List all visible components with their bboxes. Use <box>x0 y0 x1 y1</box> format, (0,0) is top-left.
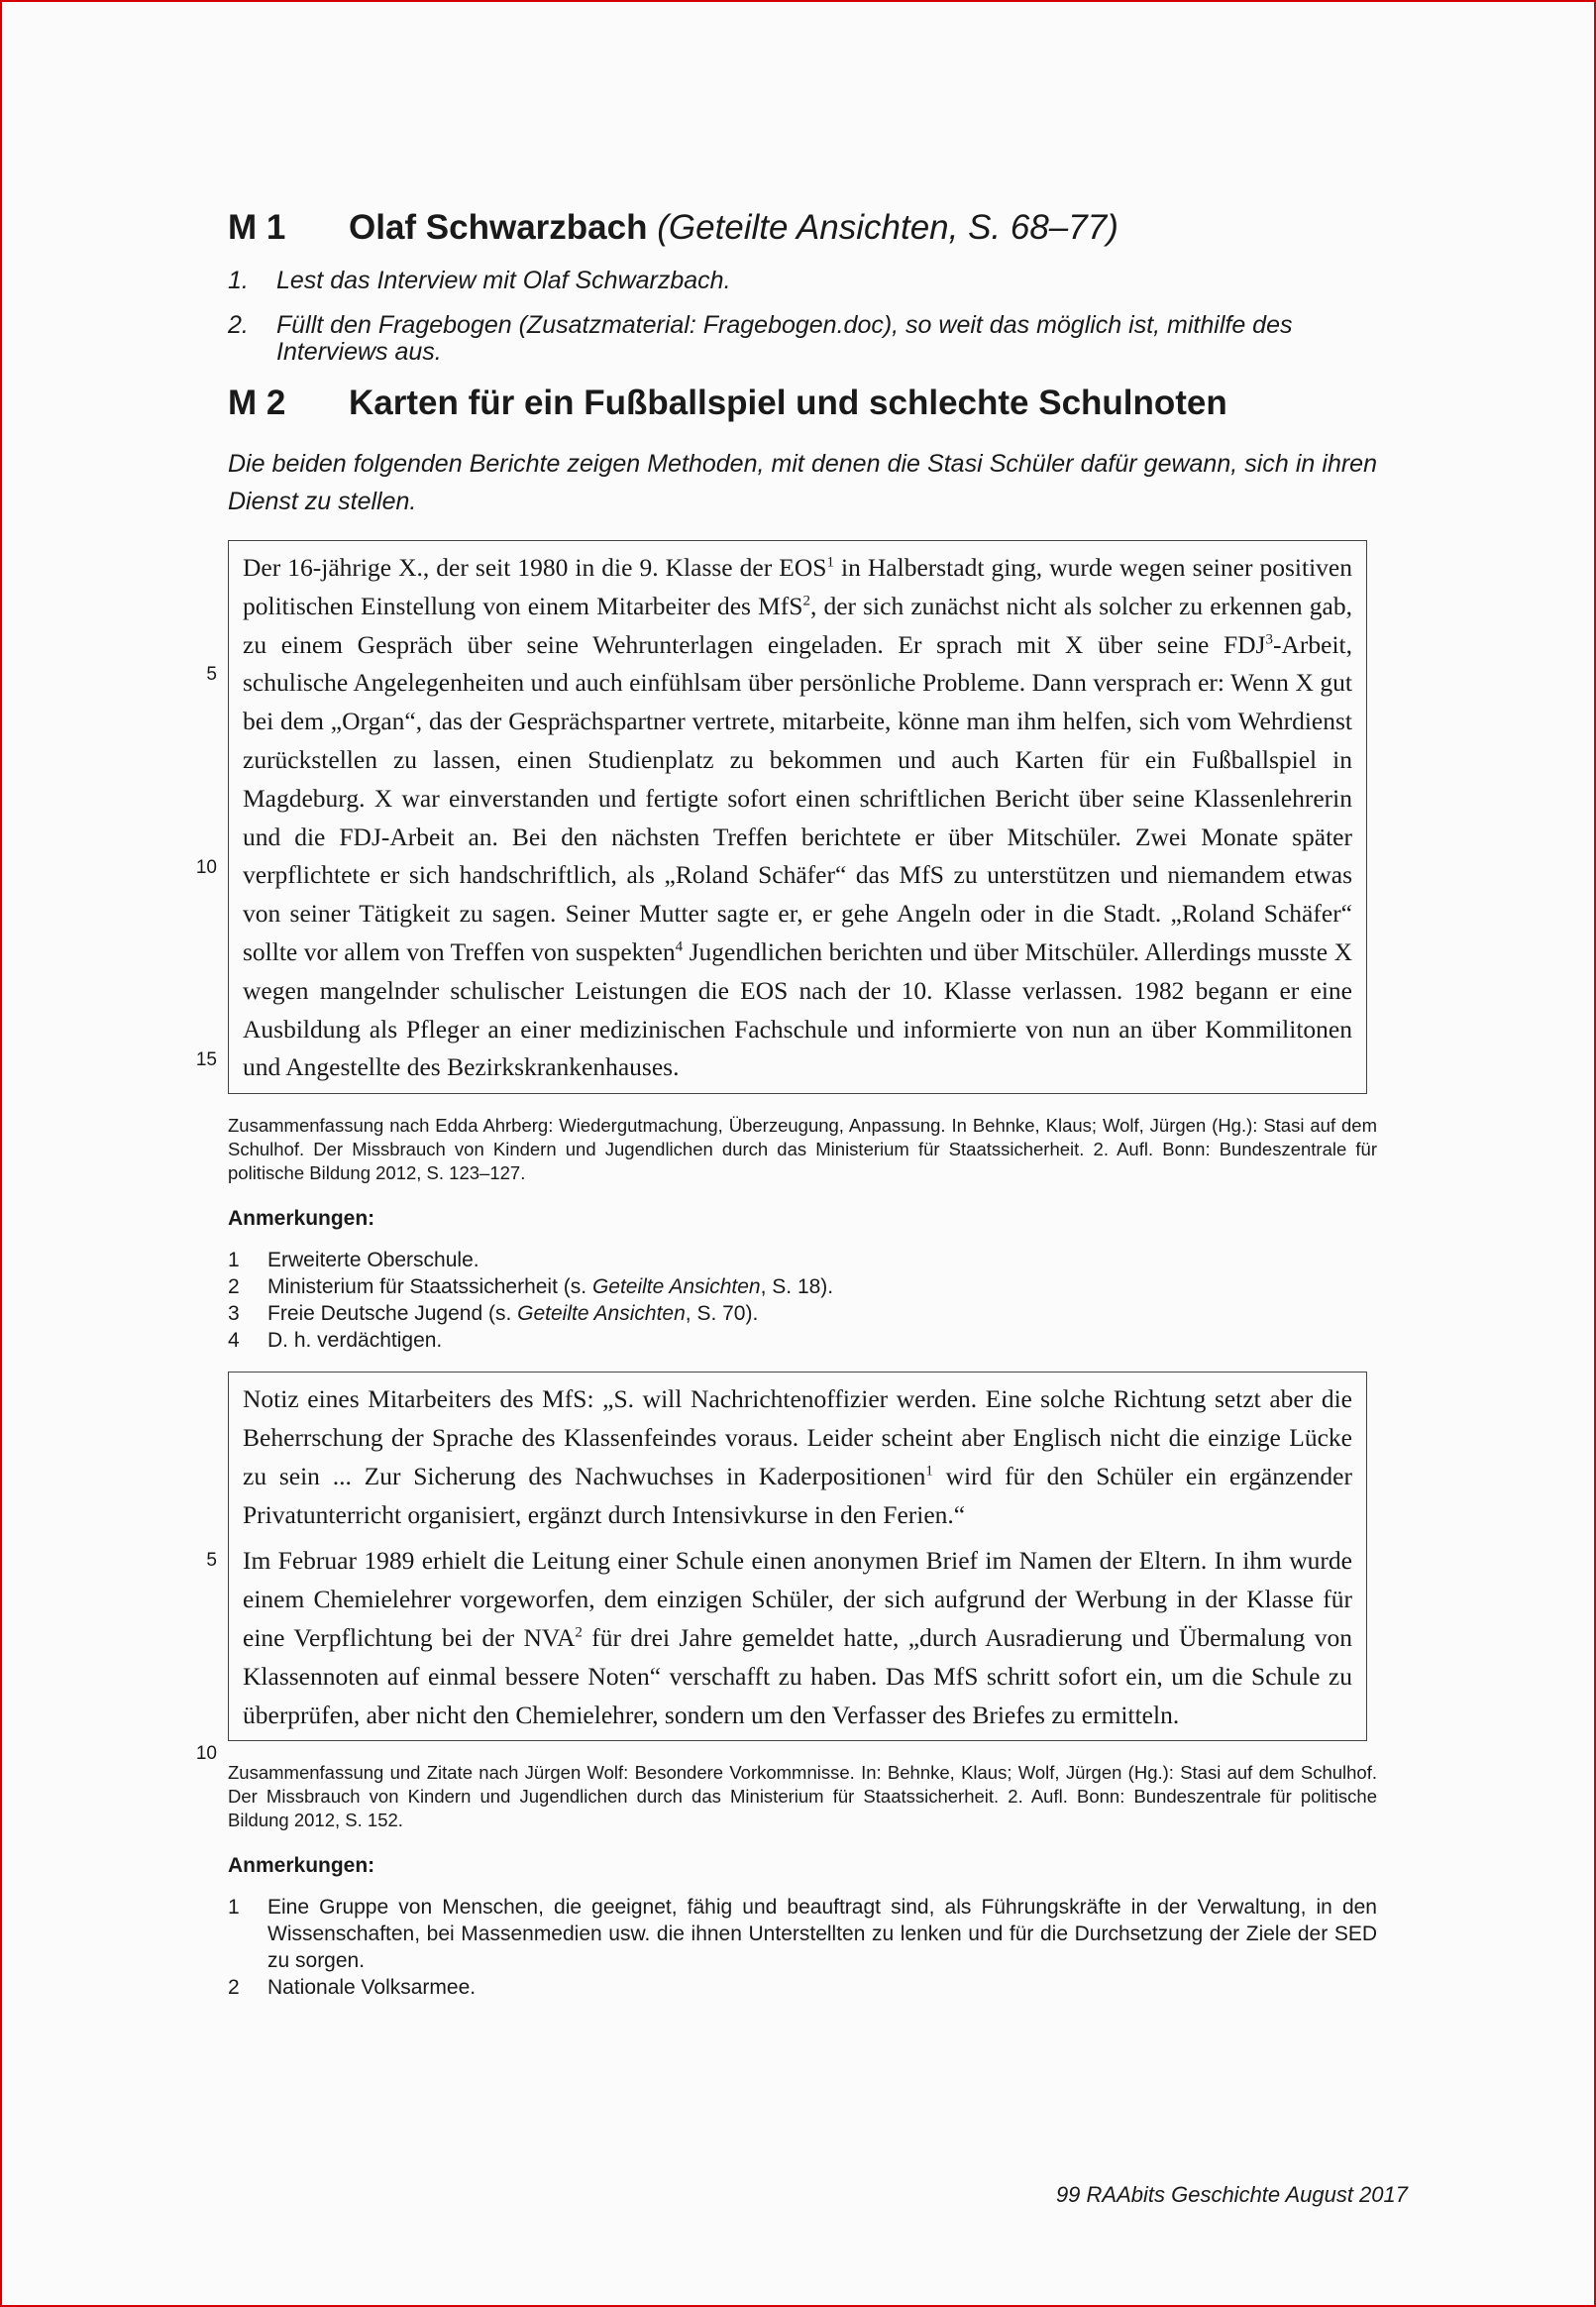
line-number: 5 <box>206 664 217 685</box>
note-item: 2 Nationale Volksarmee. <box>228 1976 477 2000</box>
note-item: 1 Erweiterte Oberschule. <box>228 1249 479 1272</box>
line-number: 5 <box>206 1550 217 1572</box>
line-number: 10 <box>195 1743 217 1765</box>
page-footer: 99 RAAbits Geschichte August 2017 <box>1055 2182 1408 2207</box>
source-citation-1: Zusammenfassung nach Edda Ahrberg: Wiedergutmachung, Überzeugung, Anpassung. In Behnke, Klaus; Wolf, Jürgen (Hg.): Stasi auf dem Schulhof. Der Missbrauch von Kindern und Jugendlichen durch das Ministerium für Staatssicherheit. 2. Aufl. Bonn: Bundeszentrale für politische Bildung 2012, S. 123–127. <box>228 1115 1377 1184</box>
m2-number: M 2 <box>228 384 286 422</box>
source-citation-2: Zusammenfassung und Zitate nach Jürgen Wolf: Besondere Vorkommnisse. In: Behnke, Klaus; Wolf, Jürgen (Hg.): Stasi auf dem Schulhof. Der Missbrauch von Kindern und Jugendlichen durch das Ministerium für Staatssicherheit. 2. Aufl. Bonn: Bundeszentrale für politische Bildung 2012, S. 152. <box>228 1762 1377 1831</box>
m1-title: Olaf Schwarzbach (Geteilte Ansichten, S. 68–77) <box>349 208 1118 247</box>
notes-list-2 <box>228 1894 1377 2001</box>
m2-title: Karten für ein Fußballspiel und schlechte Schulnoten <box>349 384 1227 422</box>
report-box-1 <box>195 540 1367 1094</box>
line-number: 15 <box>195 1049 217 1070</box>
note-item: 1 Eine Gruppe von Menschen, die geeignet, fähig und beauftragt sind, als Führungskräfte in der Verwaltung, in den Wissenschaften, bei Massenmedien usw. die ihnen Unterstellten zu lenken und für die Durchsetzung der Ziele der SED zu sorgen. <box>228 1896 1377 1973</box>
line-number: 10 <box>195 857 217 878</box>
notes-heading-1: Anmerkungen: <box>228 1207 375 1231</box>
m1-title-reference: (Geteilte Ansichten, S. 68–77) <box>657 208 1118 247</box>
notes-heading-2: Anmerkungen: <box>228 1854 375 1878</box>
note-item: 3 Freie Deutsche Jugend (s. Geteilte Ansichten, S. 70). <box>228 1302 759 1326</box>
task-item: 2. Füllt den Fragebogen (Zusatzmaterial: Fragebogen.doc), so weit das möglich ist, mithilfe des Interviews aus. <box>228 311 1293 366</box>
page-content <box>195 208 1377 2001</box>
m2-intro: Die beiden folgenden Berichte zeigen Methoden, mit denen die Stasi Schüler dafür gewann, sich in ihren Dienst zu stellen. <box>228 450 1377 515</box>
m1-task-list <box>228 268 1377 366</box>
report-text-1: Der 16-jährige X., der seit 1980 in die 9. Klasse der EOS$^1$ in Halberstadt ging, wurde wegen seiner positiven politischen Einstellung von einem Mitarbeiter des MfS$^2$, der sich zunächst nicht als solcher zu erkennen gab, zu einem Gespräch über seine Wehrunterlagen eingeladen. Er sprach mit X über seine FDJ$^3$-Arbeit, schulische Angelegenheiten und auch einfühlsam über persönliche Probleme. Dann versprach er: Wenn X gut bei dem „Organ“, das der Gesprächspartner vertrete, mitarbeite, könne man ihm helfen, sich vom Wehrdienst zurückstellen zu lassen, einen Studienplatz zu bekommen und auch Karten für ein Fußballspiel in Magdeburg. X war einverstanden und fertigte sofort einen schriftlichen Bericht über seine Klassenlehrerin und die FDJ-Arbeit an. Bei den nächsten Treffen berichtete er über Mitschüler. Zwei Monate später verpflichtete er sich handschriftlich, als „Roland Schäfer“ das MfS zu unterstützen und niemandem etwas von seiner Tätigkeit zu sagen. Seiner Mutter sagte er, er gehe Angeln oder in die Stadt. „Roland Schäfer“ sollte vor allem von Treffen von suspekten$^4$ Jugendlichen berichten und über Mitschüler. Allerdings musste X wegen mangelnder schulischer Leistungen die EOS nach der 10. Klasse verlassen. 1982 begann er eine Ausbildung als Pfleger an einer medizinischen Fachschule und informierte von nun an über Kommilitonen und Angestellte des Bezirkskrankenhauses. <box>243 553 1352 1082</box>
report-text-2b: Im Februar 1989 erhielt die Leitung einer Schule einen anonymen Brief im Namen der Eltern. In ihm wurde einem Chemielehrer vorgeworfen, dem einzigen Schüler, der sich aufgrund der Werbung in der Klasse für eine Verpflichtung bei der NVA$^2$ für drei Jahre gemeldet hatte, „durch Ausradierung und Übermalung von Klassennoten auf einmal bessere Noten“ verschafft zu haben. Das MfS schritt sofort ein, um die Schule zu überprüfen, aber nicht den Chemielehrer, sondern um den Verfasser des Briefes zu ermitteln. <box>243 1546 1353 1729</box>
note-item: 2 Ministerium für Staatssicherheit (s. Geteilte Ansichten, S. 18). <box>228 1275 834 1299</box>
note-item: 4 D. h. verdächtigen. <box>228 1329 443 1353</box>
task-item: 1. Lest das Interview mit Olaf Schwarzbach. <box>228 267 731 294</box>
report-box-2 <box>195 1372 1367 1765</box>
m2-heading <box>228 384 1377 423</box>
m1-number: M 1 <box>228 208 286 247</box>
report-text-2a: Notiz eines Mitarbeiters des MfS: „S. will Nachrichtenoffizier werden. Eine solche Richtung setzt aber die Beherrschung der Sprache des Klassenfeindes voraus. Leider scheint aber Englisch nicht die einzige Lücke zu sein ... Zur Sicherung des Nachwuchses in Kaderpositionen$^1$ wird für den Schüler ein ergänzender Privatunterricht organisiert, ergänzt durch Intensivkurse in den Ferien.“ <box>243 1384 1352 1529</box>
m1-heading <box>228 208 1377 248</box>
notes-list-1 <box>228 1247 1377 1354</box>
